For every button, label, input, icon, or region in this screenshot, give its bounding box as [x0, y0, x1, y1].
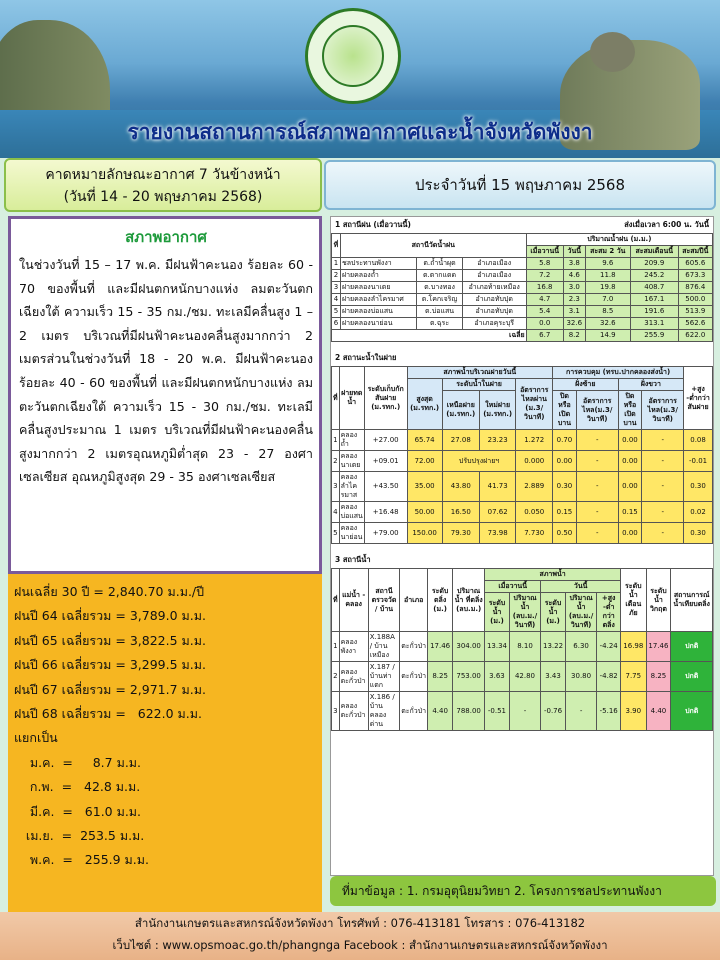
- cell: ฝายคลองลำไครมาศ: [340, 294, 416, 306]
- col-header: +สูง -ต่ำกว่า สันฝาย: [684, 367, 713, 430]
- table-row: [332, 692, 713, 731]
- table-row: [332, 632, 713, 662]
- cell: 32.6: [563, 318, 585, 330]
- sec3-label: 3 สถานีน้ำ: [335, 555, 371, 564]
- cell: 0.02: [684, 502, 713, 523]
- cell: -: [642, 523, 684, 544]
- cell: 605.6: [678, 258, 712, 270]
- cell: 3: [332, 472, 340, 502]
- cell: 4.40: [428, 692, 453, 731]
- cell: 3.8: [563, 258, 585, 270]
- cell: 0.0: [526, 318, 563, 330]
- col-header: อำเภอ: [400, 569, 428, 632]
- cell: ฝายคลองบ่อแสน: [340, 306, 416, 318]
- table-row: [332, 282, 713, 294]
- rain-summary-box: [8, 574, 322, 912]
- cell: ตะกั่วป่า: [400, 662, 428, 692]
- col-header: ปริมาณน้ำ (ลบ.ม./วินาที): [565, 593, 596, 632]
- cell: 5: [332, 306, 341, 318]
- footer-contact: สำนักงานเกษตรและสหกรณ์จังหวัดพังงา โทรศัพท์ : 076-413181 โทรสาร : 076-413182: [134, 916, 586, 930]
- weather-text: ในช่วงวันที่ 15 – 17 พ.ค. มีฝนฟ้าคะนอง ร้อยละ 60 - 70 ของพื้นที่ และมีฝนตกหนักบางแห่ง ลมตะวันตกเฉียงใต้ ความเร็ว 15 - 35 กม./ชม. ทะเลมีคลื่นสูง 1 – 2 เมตร บริเวณที่มีฝนฟ้าคะนองคลื่นสูงมากกว่า 2 เมตรส่วนในช่วงวันที่ 18 - 20 พ.ค. มีฝนฟ้าคะนอง ร้อยละ 40 - 60 ของพื้นที่ และมีฝนตกหนักบางแห่ง ลมตะวันตกเฉียงใต้ ความเร็ว 15 - 30 กม./ชม. ทะเลมีคลื่นสูงประมาณ 1 เมตร บริเวณที่มีฝนฟ้าคะนองคลื่นสูงมากกว่า 2 เมตรอุณหภูมิต่ำสุด 23 - 27 องศาเซลเซียส อุณหภูมิสูงสุด 29 - 35 องศาเซลเซียส: [19, 257, 313, 485]
- rain-line: ม.ค. = 8.7 ม.ม.: [14, 754, 142, 770]
- table-row: [332, 318, 713, 330]
- cell: +16.48: [364, 502, 407, 523]
- cell: X.186 / บ้านคลองด่าน: [368, 692, 399, 731]
- col-header: ฝั่งซ้าย: [553, 379, 619, 391]
- cell: ต.ตากแดด: [417, 270, 462, 282]
- cell: -: [576, 502, 618, 523]
- rain-line: ฝนปี 67 เฉลี่ยรวม = 2,971.7 ม.ม.: [14, 681, 206, 697]
- cell: 622.0: [678, 330, 712, 342]
- seal-emblem-icon: [322, 25, 384, 87]
- cell: คลองตะกั่วป่า: [339, 662, 368, 692]
- cell: คลองนาเตย: [339, 451, 364, 472]
- cell: 19.8: [585, 282, 630, 294]
- cell: อำเภอทับปุด: [462, 306, 526, 318]
- table-row: [332, 294, 713, 306]
- cell: -: [565, 692, 596, 731]
- col-header: ปริมาณน้ำ (ลบ.ม./วินาที): [509, 593, 540, 632]
- col-header: วันนี้: [541, 581, 621, 593]
- cell: 1: [332, 430, 340, 451]
- col-header: สถานการณ์ น้ำเทียบตลิ่ง: [671, 569, 713, 632]
- cell: 17.46: [646, 632, 671, 662]
- cell: -0.76: [541, 692, 566, 731]
- forecast-header-line2: (วันที่ 14 - 20 พฤษภาคม 2568): [63, 189, 263, 205]
- col-header: ระดับ ตลิ่ง (ม.): [428, 569, 453, 632]
- table-row-average: [332, 330, 713, 342]
- cell: 513.9: [678, 306, 712, 318]
- cell: 6: [332, 318, 341, 330]
- water-station-table: [331, 568, 713, 731]
- cell: อำเภอเมือง: [462, 270, 526, 282]
- cell: ชลประทานพังงา: [340, 258, 416, 270]
- cell: 3.0: [563, 282, 585, 294]
- cell: 3.63: [485, 662, 510, 692]
- col-header: วันนี้: [563, 246, 585, 258]
- col-header: +สูง -ต่ำกว่า ตลิ่ง: [597, 593, 621, 632]
- cell: 4: [332, 294, 341, 306]
- cell: คลองลำไครมาส: [339, 472, 364, 502]
- cell: +09.01: [364, 451, 407, 472]
- date-header: ประจำวันที่ 15 พฤษภาคม 2568: [324, 160, 716, 210]
- table-row: [332, 662, 713, 692]
- status-badge: ปกติ: [671, 692, 713, 731]
- cell: 0.00: [618, 430, 642, 451]
- cell: 255.9: [630, 330, 678, 342]
- cell: 8.25: [428, 662, 453, 692]
- cell: 150.00: [407, 523, 442, 544]
- rain-line: มี.ค. = 61.0 ม.ม.: [14, 803, 142, 819]
- cell: 408.7: [630, 282, 678, 294]
- data-tables: [330, 216, 714, 876]
- cell: 0.000: [516, 451, 553, 472]
- rain-line: พ.ค. = 255.9 ม.ม.: [14, 852, 149, 868]
- cell: -4.82: [597, 662, 621, 692]
- cell: -: [642, 430, 684, 451]
- cell: 07.62: [479, 502, 516, 523]
- rain-line: ฝนปี 68 เฉลี่ยรวม = 622.0 ม.ม.: [14, 706, 202, 722]
- cell: 1: [332, 632, 340, 662]
- col-header: อัตราการไหล(ม.3/วินาที): [642, 391, 684, 430]
- table-row: [332, 451, 713, 472]
- cell: 41.73: [479, 472, 516, 502]
- col-header: ระดับน้ำในฝาย: [442, 379, 516, 391]
- cell: 562.6: [678, 318, 712, 330]
- cell: 245.2: [630, 270, 678, 282]
- sec2-label: 2 สถานะน้ำในฝาย: [335, 353, 397, 362]
- col-header: ใหม่ฝาย (ม.รทก.): [479, 391, 516, 430]
- cell: คลองตะกั่วป่า: [339, 692, 368, 731]
- footer-website: เว็บไซต์ : www.opsmoac.go.th/phangnga Facebook : สำนักงานเกษตรและสหกรณ์จังหวัดพังงา: [112, 938, 608, 952]
- cell: ปรับปรุงฝายฯ: [442, 451, 516, 472]
- cell: +43.50: [364, 472, 407, 502]
- col-header: ฝายทดน้ำ: [339, 367, 364, 430]
- cell: 313.1: [630, 318, 678, 330]
- cell: 8.5: [585, 306, 630, 318]
- table-row: [332, 430, 713, 451]
- cell: 3.43: [541, 662, 566, 692]
- cell: 8.25: [646, 662, 671, 692]
- col-header: ระดับน้ำ (ม.): [541, 593, 566, 632]
- status-badge: ปกติ: [671, 632, 713, 662]
- cell: 6.7: [526, 330, 563, 342]
- cell: 7.730: [516, 523, 553, 544]
- col-header: ปริมาณน้ำ ที่ตลิ่ง (ลบ.ม.): [453, 569, 485, 632]
- cell: 30.80: [565, 662, 596, 692]
- table-row: [332, 502, 713, 523]
- forecast-header-line1: คาดหมายลักษณะอากาศ 7 วันข้างหน้า: [45, 167, 281, 183]
- cell: 304.00: [453, 632, 485, 662]
- rain-line: ฝนเฉลี่ย 30 ปี = 2,840.70 ม.ม./ปี: [14, 584, 205, 599]
- cell: อำเภอคุระบุรี: [462, 318, 526, 330]
- cell: 6.30: [565, 632, 596, 662]
- data-source: ที่มาข้อมูล : 1. กรมอุตุนิยมวิทยา 2. โครงการชลประทานพังงา: [330, 876, 716, 906]
- status-badge: ปกติ: [671, 662, 713, 692]
- cell: คลองพังงา: [339, 632, 368, 662]
- cell: 0.70: [553, 430, 577, 451]
- cell: 79.30: [442, 523, 479, 544]
- cell: คลองบ่อแสน: [339, 502, 364, 523]
- cell: 191.6: [630, 306, 678, 318]
- cell: อำเภอเมือง: [462, 258, 526, 270]
- cell: 0.30: [684, 472, 713, 502]
- cell: 788.00: [453, 692, 485, 731]
- cell: ต.บ่อแสน: [417, 306, 462, 318]
- col-header: อัตราการไหล(ม.3/วินาที): [576, 391, 618, 430]
- table-row: [332, 472, 713, 502]
- cell: อำเภอทับปุด: [462, 294, 526, 306]
- cell: 753.00: [453, 662, 485, 692]
- cell: 17.46: [428, 632, 453, 662]
- rain-station-table: [331, 233, 713, 342]
- col-header: สถานีตรวจวัด / บ้าน: [368, 569, 399, 632]
- cell: อำเภอท้ายเหมือง: [462, 282, 526, 294]
- cell: 27.08: [442, 430, 479, 451]
- col-header: สะสมปีนี้: [678, 246, 712, 258]
- cell: 72.00: [407, 451, 442, 472]
- cell: 0.00: [618, 523, 642, 544]
- cell: ต.ฉุระ: [417, 318, 462, 330]
- cell: 50.00: [407, 502, 442, 523]
- ministry-seal-logo: [305, 8, 401, 104]
- rain-line: ฝนปี 65 เฉลี่ยรวม = 3,822.5 ม.ม.: [14, 632, 206, 648]
- cell: 2.3: [563, 294, 585, 306]
- cell: ฝายคลองนาย่อน: [340, 318, 416, 330]
- cell: -0.51: [485, 692, 510, 731]
- rain-line: เม.ย. = 253.5 ม.ม.: [14, 828, 145, 844]
- col-header: ที่: [332, 569, 340, 632]
- cell: -5.16: [597, 692, 621, 731]
- cell: 8.2: [563, 330, 585, 342]
- cell: เฉลี่ย: [332, 330, 527, 342]
- cell: 209.9: [630, 258, 678, 270]
- cell: 3.1: [563, 306, 585, 318]
- cell: -: [576, 472, 618, 502]
- cell: 4: [332, 502, 340, 523]
- col-header: ที่: [332, 367, 340, 430]
- forecast-header: [4, 158, 322, 212]
- cell: -: [576, 430, 618, 451]
- col-header: เมื่อวานนี้: [485, 581, 541, 593]
- cell: ต.ถ้ำน้ำผุด: [417, 258, 462, 270]
- col-header: ปิดหรือเปิดบาน: [618, 391, 642, 430]
- cell: 16.98: [621, 632, 646, 662]
- col-header: ระดับเก็บกัก สันฝาย (ม.รทก.): [364, 367, 407, 430]
- sec1-label: 1 สถานีฝน (เมื่อวานนี้): [335, 220, 411, 229]
- cell: คลองนาย่อน: [339, 523, 364, 544]
- cell: +79.00: [364, 523, 407, 544]
- cell: 0.15: [553, 502, 577, 523]
- cell: ตะกั่วป่า: [400, 692, 428, 731]
- rock-image: [590, 32, 635, 72]
- col-header: สภาพน้ำ: [485, 569, 621, 581]
- cell: 876.4: [678, 282, 712, 294]
- cell: X.187 / บ้านท่าแตก: [368, 662, 399, 692]
- rain-line: ฝนปี 66 เฉลี่ยรวม = 3,299.5 ม.ม.: [14, 657, 206, 673]
- cell: -: [642, 502, 684, 523]
- header-banner: [0, 0, 720, 158]
- cell: 14.9: [585, 330, 630, 342]
- footer: [0, 912, 720, 960]
- cell: 0.00: [618, 451, 642, 472]
- cell: -: [509, 692, 540, 731]
- cell: 16.8: [526, 282, 563, 294]
- cell: 11.8: [585, 270, 630, 282]
- col-header: ระดับน้ำ วิกฤต: [646, 569, 671, 632]
- col-header: สะสมเดือนนี้: [630, 246, 678, 258]
- page-title: รายงานสถานการณ์สภาพอากาศและน้ำจังหวัดพังงา: [127, 120, 593, 144]
- cell: 0.00: [553, 451, 577, 472]
- cell: -: [642, 451, 684, 472]
- cell: ฝายคลองถ้ำ: [340, 270, 416, 282]
- cell: 9.6: [585, 258, 630, 270]
- cell: 0.30: [684, 523, 713, 544]
- cell: 0.50: [553, 523, 577, 544]
- col-header: สถานีวัดน้ำฝน: [340, 234, 526, 258]
- cell: ต.โคกเจริญ: [417, 294, 462, 306]
- cell: 35.00: [407, 472, 442, 502]
- cell: -4.24: [597, 632, 621, 662]
- cell: 7.0: [585, 294, 630, 306]
- col-header: ระดับน้ำ เตือนภัย: [621, 569, 646, 632]
- weir-status-table: [331, 366, 713, 544]
- table-row: [332, 258, 713, 270]
- cell: 32.6: [585, 318, 630, 330]
- sec1-header: [331, 217, 713, 233]
- cell: 23.23: [479, 430, 516, 451]
- cell: 4.6: [563, 270, 585, 282]
- cell: 2: [332, 451, 340, 472]
- cell: 73.98: [479, 523, 516, 544]
- cell: 0.050: [516, 502, 553, 523]
- cell: 3.90: [621, 692, 646, 731]
- cell: 7.2: [526, 270, 563, 282]
- table-row: [332, 306, 713, 318]
- cell: 167.1: [630, 294, 678, 306]
- cell: 3: [332, 692, 340, 731]
- col-header: ที่: [332, 234, 341, 258]
- cell: +27.00: [364, 430, 407, 451]
- sec1-time: ส่งเมื่อเวลา 6:00 น. วันนี้: [624, 220, 709, 229]
- weather-title: สภาพอากาศ: [125, 228, 207, 246]
- cell: 5: [332, 523, 340, 544]
- cell: 5.8: [526, 258, 563, 270]
- cell: 65.74: [407, 430, 442, 451]
- col-header: การควบคุม (ทรบ.ปากคลองส่งน้ำ): [553, 367, 684, 379]
- col-header: อัตราการ ไหลผ่าน (ม.3/วินาที): [516, 379, 553, 430]
- rain-line: ฝนปี 64 เฉลี่ยรวม = 3,789.0 ม.ม.: [14, 608, 206, 624]
- rain-line: แยกเป็น: [14, 730, 58, 746]
- col-header: สะสม 2 วัน: [585, 246, 630, 258]
- cell: 4.7: [526, 294, 563, 306]
- cell: 1.272: [516, 430, 553, 451]
- cell: ต.บางทอง: [417, 282, 462, 294]
- cell: -0.01: [684, 451, 713, 472]
- cell: 1: [332, 258, 341, 270]
- cell: -: [576, 451, 618, 472]
- cell: 8.10: [509, 632, 540, 662]
- cell: 0.30: [553, 472, 577, 502]
- cell: 2: [332, 270, 341, 282]
- cell: 3: [332, 282, 341, 294]
- col-header: ฝั่งขวา: [618, 379, 684, 391]
- cell: -: [642, 472, 684, 502]
- cell: 16.50: [442, 502, 479, 523]
- col-header: ระดับน้ำ (ม.): [485, 593, 510, 632]
- weather-box: [8, 216, 322, 574]
- col-header: เหนือฝาย (ม.รทก.): [442, 391, 479, 430]
- cell: 0.15: [618, 502, 642, 523]
- cell: 42.80: [509, 662, 540, 692]
- col-header: สูงสุด (ม.รทก.): [407, 379, 442, 430]
- col-header: เมื่อวานนี้: [526, 246, 563, 258]
- cell: 2.889: [516, 472, 553, 502]
- cell: 43.80: [442, 472, 479, 502]
- cell: 0.08: [684, 430, 713, 451]
- table-row: [332, 523, 713, 544]
- cell: 673.3: [678, 270, 712, 282]
- table-row: [332, 270, 713, 282]
- cell: X.188A / บ้านเหมือง: [368, 632, 399, 662]
- cell: 500.0: [678, 294, 712, 306]
- col-header: สภาพน้ำบริเวณฝายวันนี้: [407, 367, 553, 379]
- cell: 5.4: [526, 306, 563, 318]
- cell: 0.00: [618, 472, 642, 502]
- col-header: แม่น้ำ - คลอง: [339, 569, 368, 632]
- col-header: ปิดหรือเปิดบาน: [553, 391, 577, 430]
- col-header: ปริมาณน้ำฝน (ม.ม.): [526, 234, 712, 246]
- cell: 13.34: [485, 632, 510, 662]
- cell: ตะกั่วป่า: [400, 632, 428, 662]
- rain-line: ก.พ. = 42.8 ม.ม.: [14, 779, 141, 795]
- cell: 13.22: [541, 632, 566, 662]
- cell: 7.75: [621, 662, 646, 692]
- cell: 2: [332, 662, 340, 692]
- cell: คลองถ้ำ: [339, 430, 364, 451]
- cell: 4.40: [646, 692, 671, 731]
- cell: -: [576, 523, 618, 544]
- cell: ฝายคลองนาเตย: [340, 282, 416, 294]
